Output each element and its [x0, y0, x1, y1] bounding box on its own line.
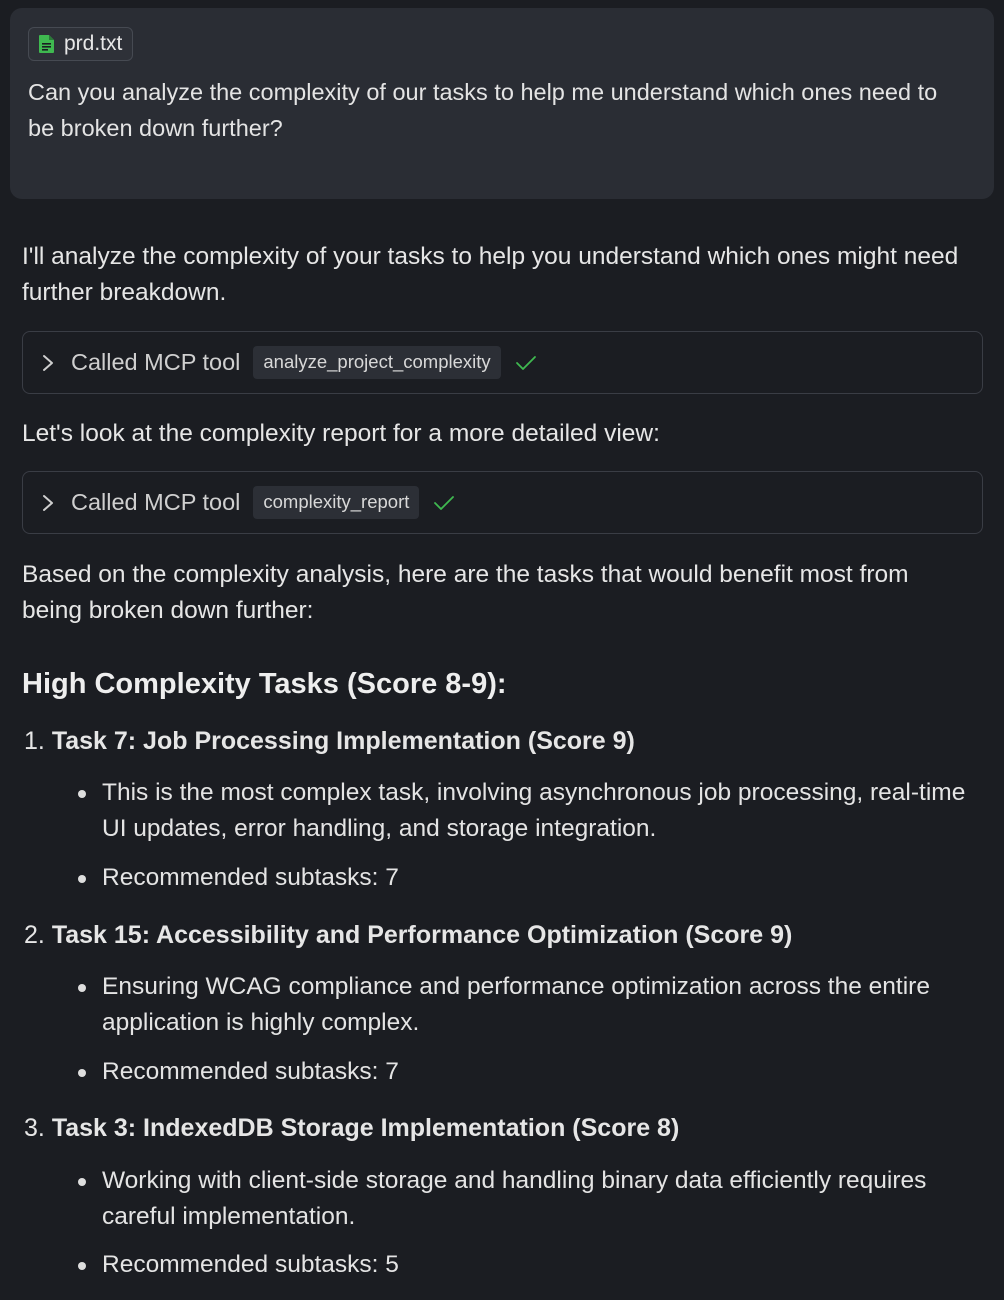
- bullet-icon: [78, 984, 86, 992]
- task-title-text: Task 15: Accessibility and Performance Optimization (Score 9): [51, 921, 793, 949]
- task-bullet: Working with client-side storage and handling binary data efficiently requires careful implementation.: [102, 1167, 927, 1230]
- chevron-right-icon: [41, 353, 55, 373]
- file-text-icon: [38, 34, 56, 54]
- bullet-icon: [78, 875, 86, 883]
- task-number: 3.: [24, 1114, 45, 1142]
- assistant-intro: I'll analyze the complexity of your tasks to help you understand which ones might need further breakdown.: [22, 243, 959, 306]
- task-number: 1.: [24, 727, 45, 755]
- attachment-file-name: prd.txt: [64, 32, 123, 55]
- task-bullet: This is the most complex task, involving asynchronous job processing, real-time UI updates, error handling, and storage integration.: [102, 779, 966, 842]
- tool-name-badge: complexity_report: [253, 486, 419, 519]
- chevron-right-icon: [41, 493, 55, 513]
- bullet-icon: [78, 790, 86, 798]
- user-message-text: Can you analyze the complexity of our tasks to help me understand which ones need to be broken down further?: [28, 79, 938, 141]
- tool-call-complexity-report[interactable]: [22, 471, 983, 534]
- bullet-icon: [78, 1262, 86, 1270]
- section-heading: High Complexity Tasks (Score 8-9):: [22, 668, 507, 700]
- bullet-icon: [78, 1178, 86, 1186]
- task-title-text: Task 3: IndexedDB Storage Implementation (Score 8): [51, 1114, 680, 1142]
- task-bullet: Recommended subtasks: 7: [102, 1058, 399, 1085]
- tool-name-badge: analyze_project_complexity: [253, 346, 500, 379]
- task-title-text: Task 7: Job Processing Implementation (Score 9): [51, 727, 635, 755]
- task-number: 2.: [24, 921, 45, 949]
- user-message: [10, 8, 994, 199]
- check-icon: [433, 494, 455, 512]
- task-item-title: [24, 1110, 679, 1146]
- task-bullet: Recommended subtasks: 5: [102, 1251, 399, 1278]
- attachment-chip[interactable]: [28, 27, 133, 61]
- task-bullet: Recommended subtasks: 7: [102, 864, 399, 891]
- tool-call-label: Called MCP tool: [71, 349, 241, 375]
- assistant-summary: Based on the complexity analysis, here are the tasks that would benefit most from being broken down further:: [22, 561, 909, 624]
- check-icon: [515, 354, 537, 372]
- task-item-title: [24, 723, 635, 759]
- tool-call-analyze-project-complexity[interactable]: [22, 331, 983, 394]
- bullet-icon: [78, 1069, 86, 1077]
- assistant-transition: Let's look at the complexity report for a more detailed view:: [22, 420, 660, 447]
- task-bullet: Ensuring WCAG compliance and performance optimization across the entire application is highly complex.: [102, 973, 930, 1036]
- tool-call-label: Called MCP tool: [71, 489, 241, 515]
- task-item-title: [24, 917, 792, 953]
